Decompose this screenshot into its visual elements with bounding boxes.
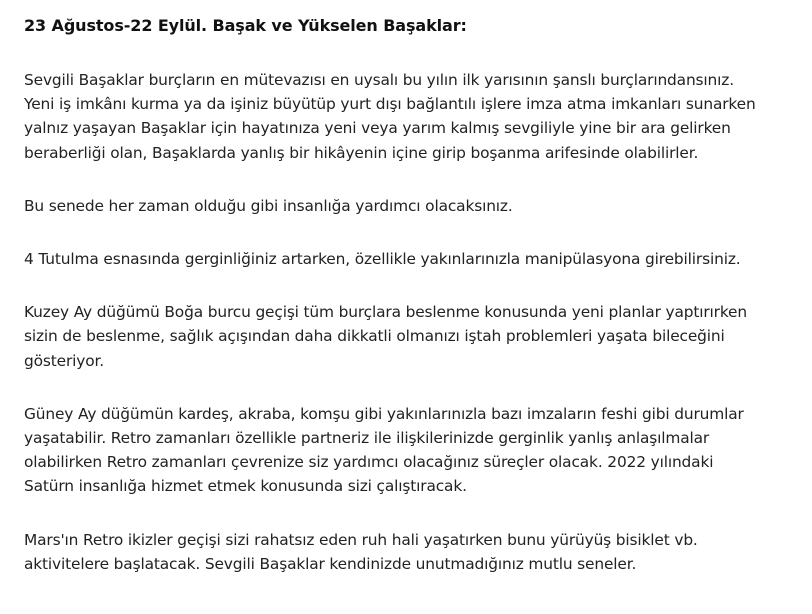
paragraph-line: sizin de beslenme, sağlık açışından daha dikkatli olmanızı iştah problemleri yaşata bileceğini <box>24 327 725 346</box>
paragraph-intro <box>24 68 804 165</box>
paragraph-line: Bu senede her zaman olduğu gibi insanlığa yardımcı olacaksınız. <box>24 196 513 215</box>
paragraph-line: yaşatabilir. Retro zamanları özellikle partneriz ile ilişkilerinizde gerginlik yanlış anlaşılmalar <box>24 429 710 448</box>
paragraph-line: Yeni iş imkânı kurma ya da işiniz büyütüp yurt dışı bağlantılı işlere imza atma imkanları sunarken <box>24 95 756 114</box>
paragraph-line: yalnız yaşayan Başaklar için hayatınıza yeni veya yarım kalmış sevgiliyle yine bir ara gelirken <box>24 119 731 138</box>
section-heading: 23 Ağustos-22 Eylül. Başak ve Yükselen Başaklar: <box>24 16 467 35</box>
paragraph-line: Güney Ay düğümün kardeş, akraba, komşu gibi yakınlarınızla bazı imzaların feshi gibi durumlar <box>24 404 744 423</box>
paragraph-line: Mars'ın Retro ikizler geçişi sizi rahatsız eden ruh hali yaşatırken bunu yürüyüş bisiklet vb. <box>24 530 698 549</box>
paragraph-humanity <box>24 194 804 218</box>
paragraph-mars-retro <box>24 528 804 576</box>
paragraph-line: Kuzey Ay düğümü Boğa burcu geçişi tüm burçlara beslenme konusunda yeni planlar yaptırırken <box>24 303 747 322</box>
paragraph-line: olabilirken Retro zamanları çevrenize siz yardımcı olacağınız süreçler olacak. 2022 yılındaki <box>24 453 714 472</box>
paragraph-line: gösteriyor. <box>24 351 104 370</box>
paragraph-line: Sevgili Başaklar burçların en mütevazısı en uysalı bu yılın ilk yarısının şanslı burçlarındansınız. <box>24 71 734 89</box>
paragraph-eclipse <box>24 247 804 271</box>
paragraph-line: 4 Tutulma esnasında gerginliğiniz artarken, özellikle yakınlarınızla manipülasyona girebilirsiniz. <box>24 250 741 269</box>
paragraph-line: Satürn insanlığa hizmet etmek konusunda sizi çalıştıracak. <box>24 477 467 496</box>
paragraph-line: beraberliği olan, Başaklarda yanlış bir hikâyenin içine girip boşanma arifesinde olabilirler. <box>24 143 699 162</box>
paragraph-line: aktivitelere başlatacak. Sevgili Başaklar kendinizde unutmadığınız mutlu seneler. <box>24 554 637 573</box>
paragraph-north-node <box>24 300 804 373</box>
article-body <box>24 14 804 605</box>
paragraph-south-node <box>24 402 804 499</box>
